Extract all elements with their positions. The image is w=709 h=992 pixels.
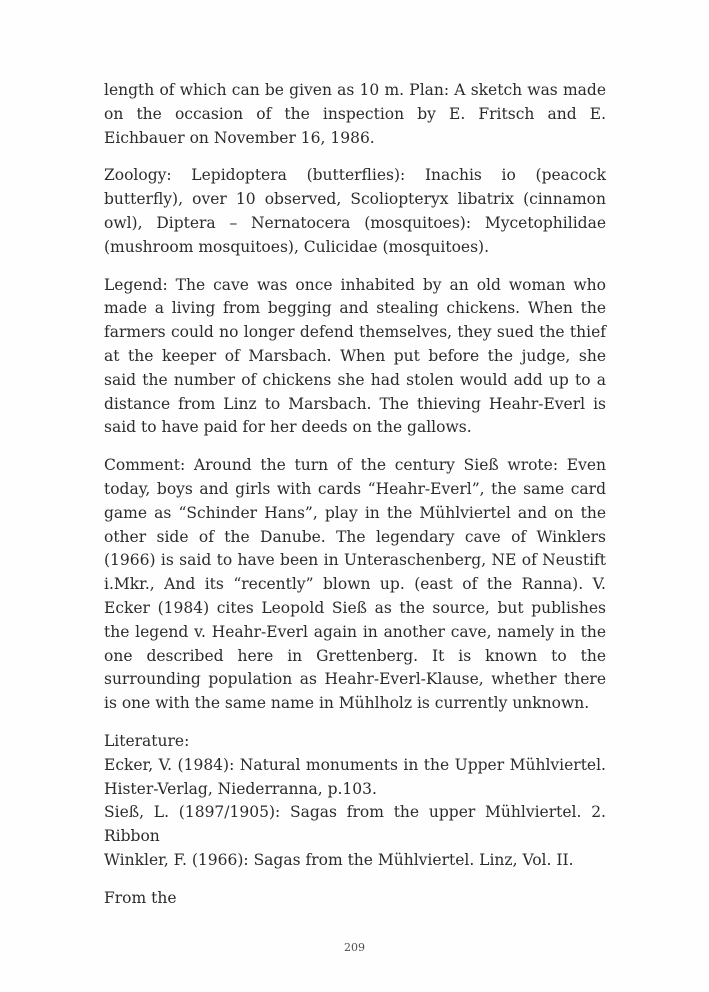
literature-entry: Winkler, F. (1966): Sagas from the Mühlviertel. Linz, Vol. II.: [104, 850, 574, 869]
paragraph-plan: length of which can be given as 10 m. Plan: A sketch was made on the occasion of the inspection by E. Fritsch and E. Eichbauer on November 16, 1986.: [104, 81, 606, 147]
literature-entry: Ecker, V. (1984): Natural monuments in the Upper Mühlviertel. Hister-Verlag, Niederranna, p.103.: [104, 755, 606, 798]
closing-text: From the: [104, 888, 177, 907]
text-block: [104, 79, 606, 911]
paragraph-zoology: Zoology: Lepidoptera (butterflies): Inachis io (peacock butterfly), over 10 observed, Scoliopteryx libatrix (cinnamon owl), Diptera – Nernatocera (mosquitoes): Mycetophilidae (mushroom mosquitoes), Culicidae (mosquitoes).: [104, 166, 606, 256]
literature-section: [104, 730, 606, 873]
paragraph-legend: Legend: The cave was once inhabited by an old woman who made a living from begging and stealing chickens. When the farmers could no longer defend themselves, they sued the thief at the keeper of Marsbach. When put before the judge, she said the number of chickens she had stolen would add up to a distance from Linz to Marsbach. The thieving Heahr-Everl is said to have paid for her deeds on the gallows.: [104, 275, 606, 437]
literature-entry: Sieß, L. (1897/1905): Sagas from the upper Mühlviertel. 2. Ribbon: [104, 803, 606, 846]
paragraph-comment: Comment: Around the turn of the century Sieß wrote: Even today, boys and girls with cards “Heahr-Everl”, the same card game as “Schinder Hans”, play in the Mühlviertel and on the other side of the Danube. The legendary cave of Winklers (1966) is said to have been in Unteraschenberg, NE of Neustift i.Mkr., And its “recently” blown up. (east of the Ranna). V. Ecker (1984) cites Leopold Sieß as the source, but publishes the legend v. Heahr-Everl again in another cave, namely in the one described here in Grettenberg. It is known to the surrounding population as Heahr-Everl-Klause, whether there is one with the same name in Mühlholz is currently unknown.: [104, 456, 606, 713]
page-number: 209: [344, 941, 365, 954]
literature-heading: Literature:: [104, 731, 190, 750]
